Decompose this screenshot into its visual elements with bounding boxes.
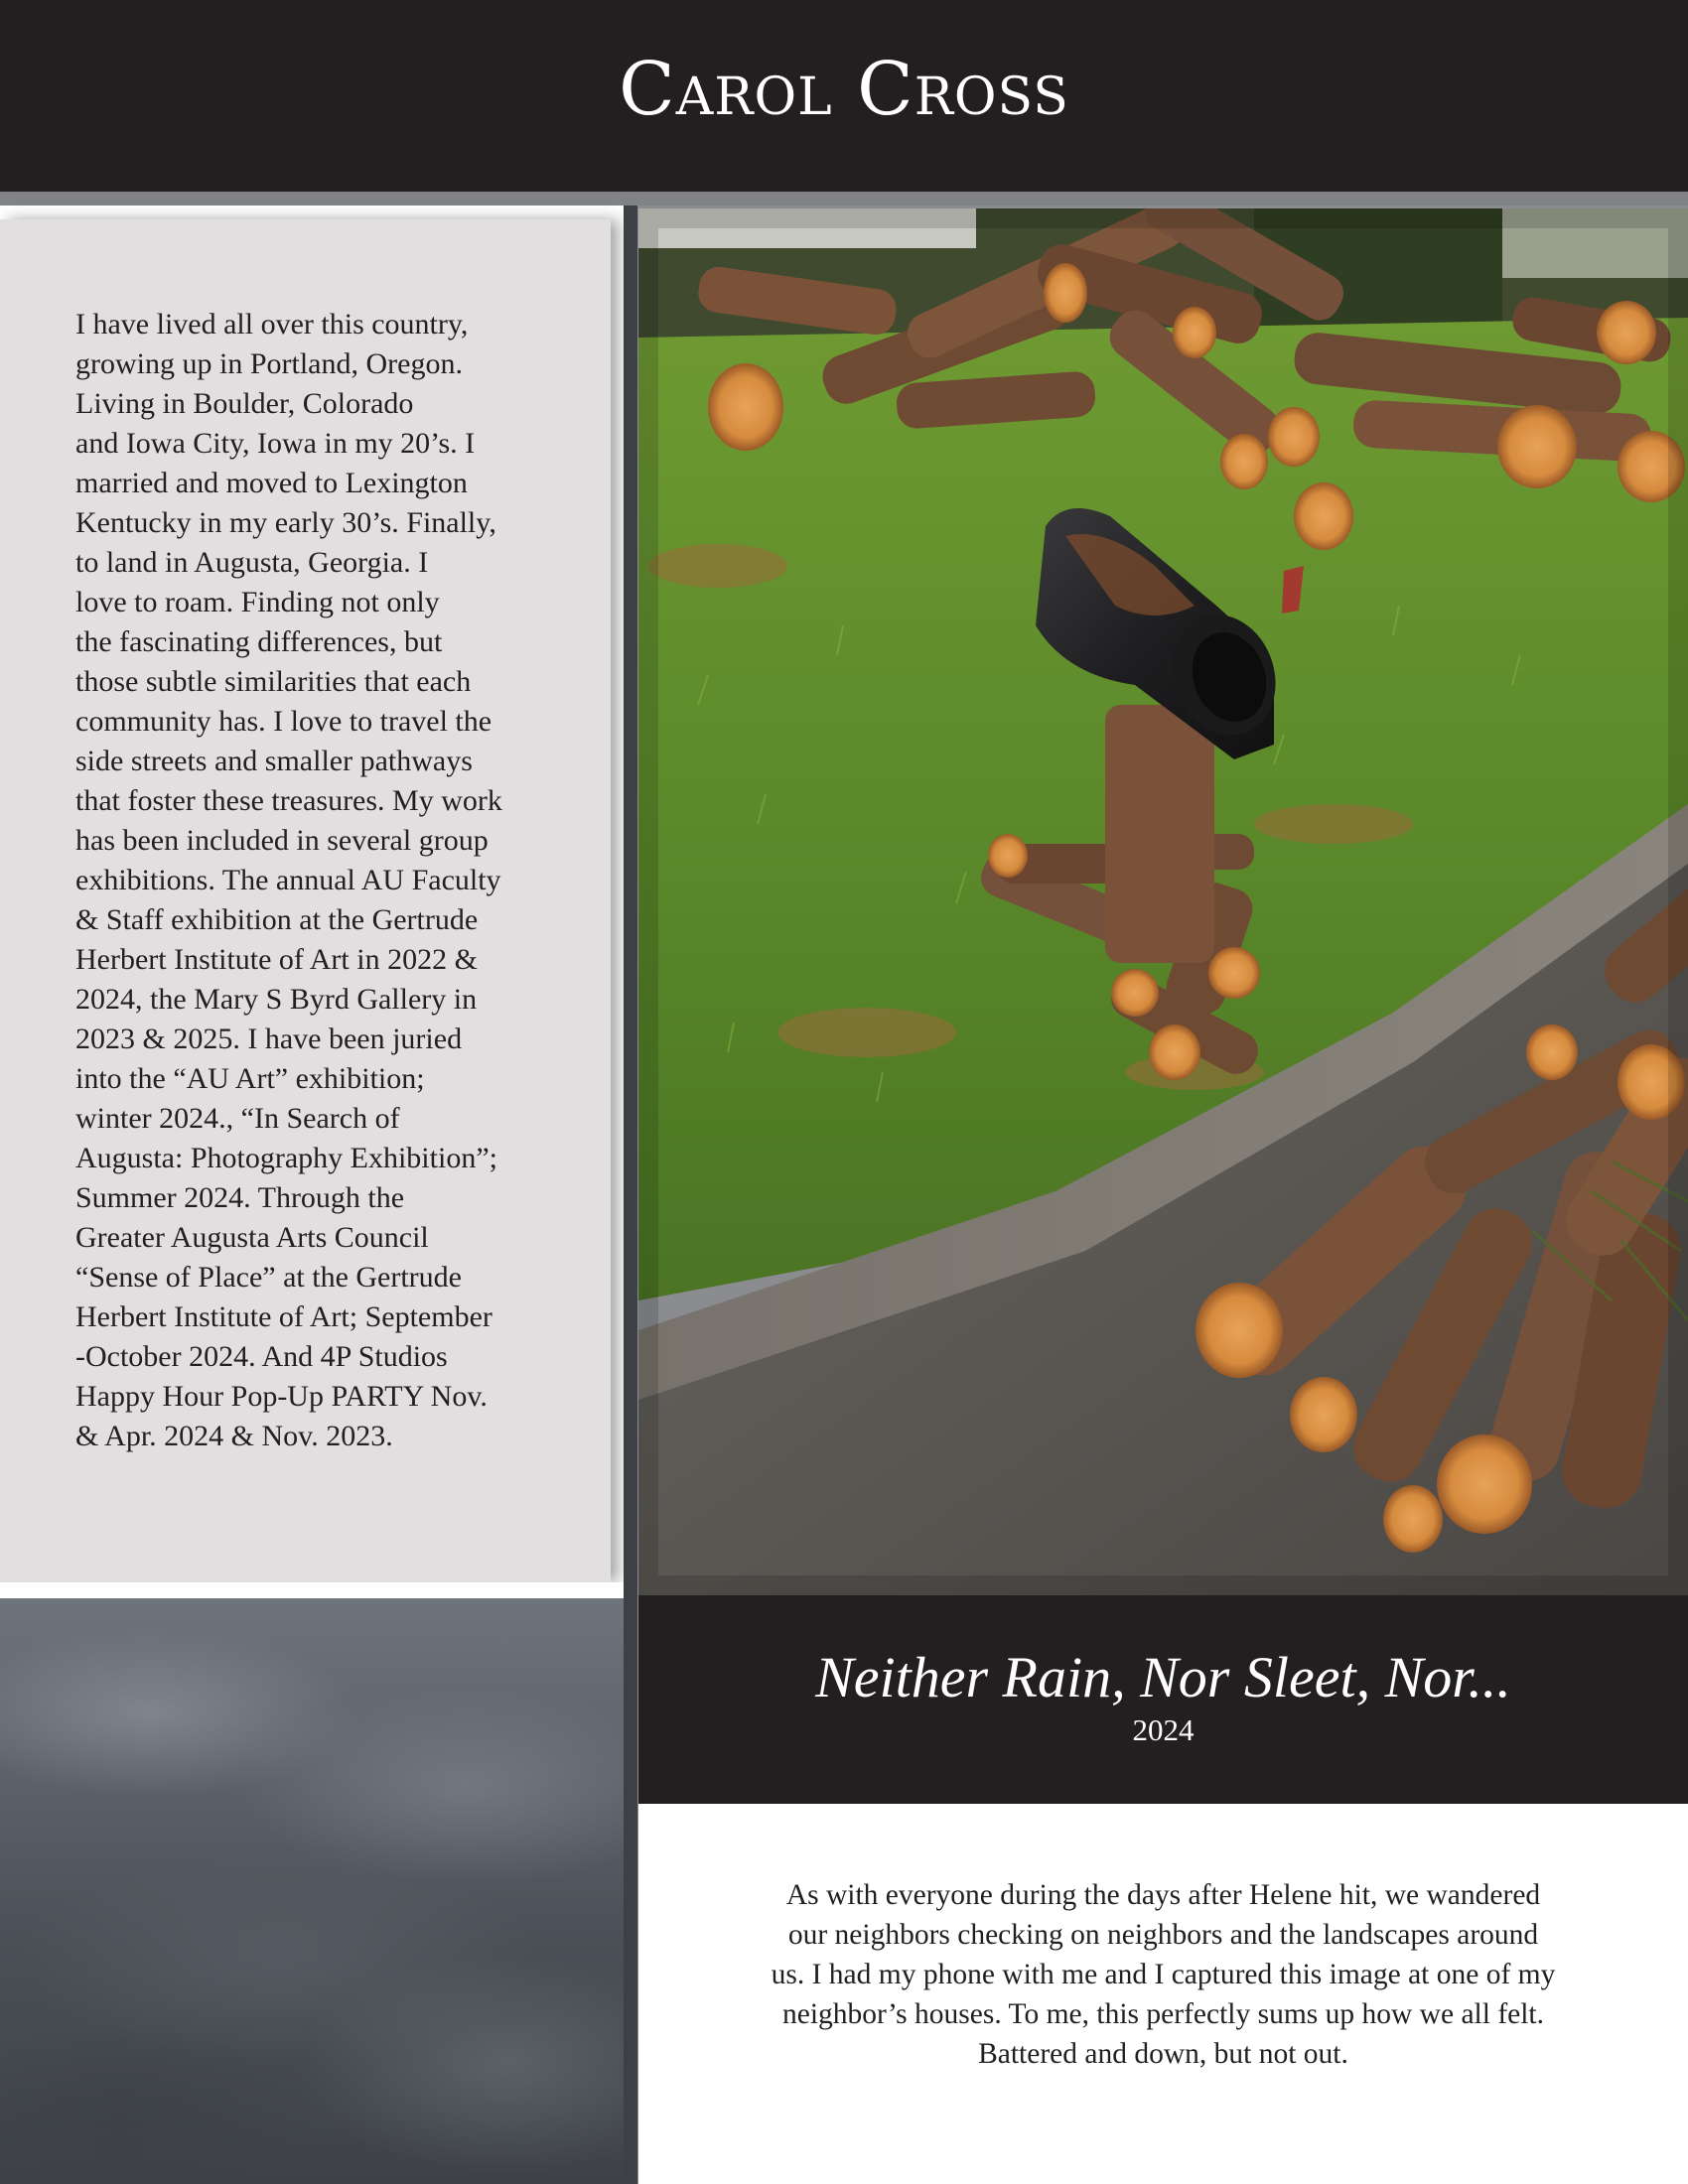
column-divider bbox=[624, 205, 637, 2184]
statement-line: our neighbors checking on neighbors and the landscapes around bbox=[787, 1919, 1539, 1951]
bio-line: Living in Boulder, Colorado bbox=[75, 387, 414, 420]
artist-name: Carol Cross bbox=[619, 47, 1069, 132]
bio-line: Greater Augusta Arts Council bbox=[75, 1221, 429, 1254]
bio-line: & Apr. 2024 & Nov. 2023. bbox=[75, 1420, 393, 1452]
bio-line: the fascinating differences, but bbox=[75, 625, 443, 658]
statement-line: As with everyone during the days after Helene hit, we wandered bbox=[785, 1879, 1541, 1911]
artwork-title: Neither Rain, Nor Sleet, Nor... bbox=[815, 1645, 1511, 1709]
bio-panel bbox=[0, 219, 611, 1582]
bio-top-rule bbox=[0, 205, 611, 219]
artwork-caption-bar bbox=[638, 1595, 1688, 1804]
bio-line: I have lived all over this country, bbox=[75, 308, 469, 341]
bio-line: Augusta: Photography Exhibition”; bbox=[75, 1142, 497, 1174]
bio-line: to land in Augusta, Georgia. I bbox=[75, 546, 429, 579]
bio-line: 2024, the Mary S Byrd Gallery in bbox=[75, 983, 478, 1016]
artist-statement-panel bbox=[638, 1804, 1688, 2184]
storm-sky-photo bbox=[0, 1598, 624, 2184]
bio-line: exhibitions. The annual AU Faculty bbox=[75, 864, 501, 896]
bio-line: has been included in several group bbox=[75, 824, 489, 857]
bio-line: side streets and smaller pathways bbox=[75, 745, 473, 777]
bio-line: into the “AU Art” exhibition; bbox=[75, 1062, 425, 1095]
statement-line: us. I had my phone with me and I captured this image at one of my bbox=[771, 1959, 1556, 1990]
bio-line: those subtle similarities that each bbox=[75, 665, 472, 698]
mailbox-photo bbox=[638, 208, 1688, 1595]
bio-line: growing up in Portland, Oregon. bbox=[75, 347, 463, 380]
header-divider-band bbox=[0, 192, 1688, 205]
bio-line: married and moved to Lexington bbox=[75, 467, 468, 499]
bio-line: Kentucky in my early 30’s. Finally, bbox=[75, 506, 496, 539]
bio-bottom-rule bbox=[0, 1582, 624, 1598]
bio-line: community has. I love to travel the bbox=[75, 705, 492, 738]
bio-line: Summer 2024. Through the bbox=[75, 1181, 405, 1214]
bio-line: winter 2024., “In Search of bbox=[75, 1102, 400, 1135]
artwork-year: 2024 bbox=[1132, 1712, 1195, 1747]
bio-line: love to roam. Finding not only bbox=[75, 586, 440, 618]
artist-statement bbox=[698, 1875, 1628, 2074]
artist-bio bbox=[75, 305, 592, 1456]
bio-line: Herbert Institute of Art; September bbox=[75, 1300, 492, 1333]
bio-line: & Staff exhibition at the Gertrude bbox=[75, 903, 479, 936]
bio-line: Happy Hour Pop-Up PARTY Nov. bbox=[75, 1380, 488, 1413]
bio-line: “Sense of Place” at the Gertrude bbox=[75, 1261, 462, 1294]
bio-line: that foster these treasures. My work bbox=[75, 784, 502, 817]
bio-line: Herbert Institute of Art in 2022 & bbox=[75, 943, 478, 976]
page-header bbox=[0, 0, 1688, 192]
bio-line: and Iowa City, Iowa in my 20’s. I bbox=[75, 427, 476, 460]
bio-line: -October 2024. And 4P Studios bbox=[75, 1340, 448, 1373]
statement-line: neighbor’s houses. To me, this perfectly sums up how we all felt. bbox=[782, 1998, 1544, 2030]
statement-line: Battered and down, but not out. bbox=[978, 2038, 1348, 2070]
bio-line: 2023 & 2025. I have been juried bbox=[75, 1023, 463, 1055]
